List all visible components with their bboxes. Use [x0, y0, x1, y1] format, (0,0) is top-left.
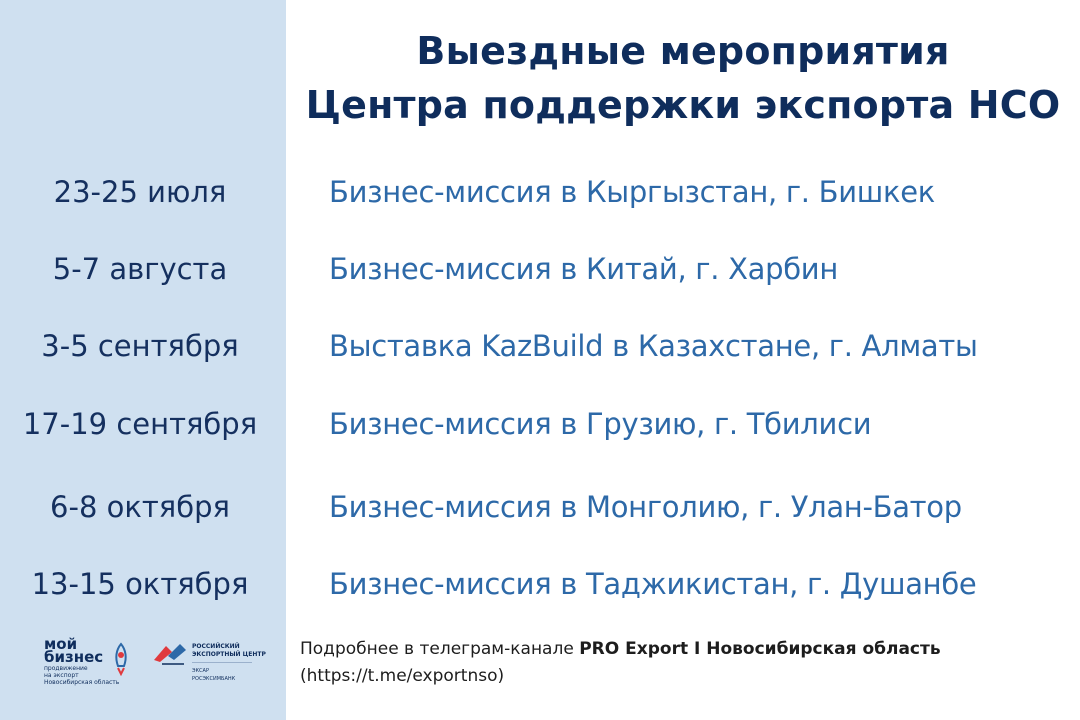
- moy-biznes-wordmark: [44, 635, 104, 666]
- event-title: Бизнес-миссия в Кыргызстан, г. Бишкек: [329, 175, 935, 209]
- event-row: [0, 402, 1080, 446]
- event-date: 17-19 сентября: [22, 407, 258, 441]
- event-title: Выставка KazBuild в Казахстане, г. Алматы: [329, 329, 978, 363]
- moy-biznes-word-2: бизнес: [44, 648, 104, 666]
- moy-biznes-sub-1: продвижение: [44, 665, 88, 672]
- event-row: [0, 247, 1080, 291]
- event-date: 5-7 августа: [52, 252, 228, 286]
- event-title: Бизнес-миссия в Монголию, г. Улан-Батор: [329, 490, 962, 524]
- footer-note: [300, 636, 1070, 690]
- event-row: [0, 562, 1080, 606]
- footer-line-1: [300, 636, 1070, 663]
- moy-biznes-sub-2: на экспорт: [44, 672, 79, 679]
- event-date: 3-5 сентября: [41, 329, 239, 363]
- moy-biznes-subtitle: [44, 665, 119, 686]
- rec-word-2: ЭКСПОРТНЫЙ ЦЕНТР: [192, 651, 266, 658]
- title-line-2: Центра поддержки экспорта НСО: [305, 83, 1061, 127]
- event-date: 13-15 октября: [31, 567, 249, 601]
- moy-biznes-logo: [40, 635, 140, 700]
- footer-prefix: Подробнее в телеграм-канале: [300, 639, 580, 659]
- event-title: Бизнес-миссия в Грузию, г. Тбилиси: [329, 407, 872, 441]
- moy-biznes-sub-3: Новосибирская область: [44, 679, 120, 686]
- event-title: Бизнес-миссия в Таджикистан, г. Душанбе: [329, 567, 977, 601]
- moy-biznes-word-1: мой: [44, 635, 78, 653]
- telegram-link[interactable]: (https://t.me/exportnso): [300, 666, 505, 686]
- rec-divider: [192, 662, 252, 663]
- title-line-1: Выездные мероприятия: [416, 29, 950, 73]
- page-title: [286, 24, 1080, 132]
- event-row: [0, 485, 1080, 529]
- event-row: [0, 324, 1080, 368]
- rec-word-1: РОССИЙСКИЙ: [192, 643, 240, 650]
- rec-emblem-icon: [150, 640, 190, 666]
- eksar-label: ЭКСАР: [192, 668, 209, 674]
- rec-logo: [150, 640, 270, 690]
- telegram-channel-name: PRO Export I Новосибирская область: [579, 639, 941, 659]
- event-title: Бизнес-миссия в Китай, г. Харбин: [329, 252, 839, 286]
- rocket-icon: [110, 642, 132, 676]
- event-date: 6-8 октября: [50, 490, 230, 524]
- rec-wordmark: [192, 643, 266, 659]
- event-date: 23-25 июля: [53, 175, 227, 209]
- event-row: [0, 170, 1080, 214]
- roseximbank-label: РОСЭКСИМБАНК: [192, 676, 236, 682]
